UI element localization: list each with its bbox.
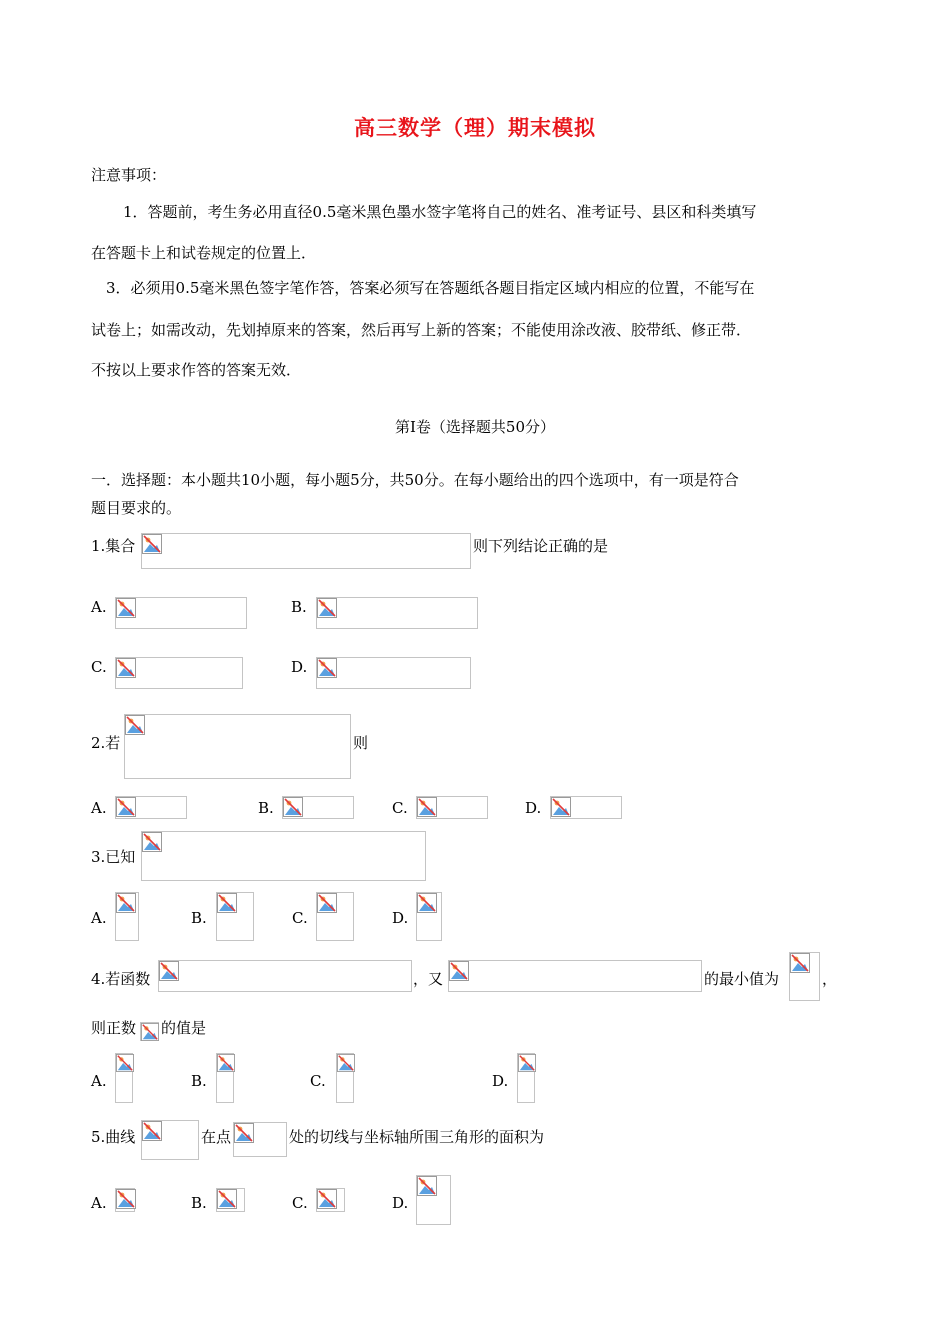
q5-prefix: 5.曲线 <box>91 1128 136 1146</box>
q4-formula-image-1 <box>158 960 412 992</box>
broken-image-icon <box>142 1121 162 1141</box>
broken-image-icon <box>116 658 136 678</box>
q1-suffix: 则下列结论正确的是 <box>473 537 609 555</box>
q1-formula-image <box>141 533 471 569</box>
q5-point-image <box>233 1122 287 1157</box>
broken-image-icon <box>417 1176 437 1196</box>
q2-prefix: 2.若 <box>91 734 121 752</box>
q5-suffix: 处的切线与坐标轴所围三角形的面积为 <box>289 1128 545 1146</box>
q1-option-d-label: D. <box>291 658 308 676</box>
broken-image-icon <box>317 598 337 618</box>
q2-option-c-label: C. <box>392 799 408 817</box>
q2-option-a-label: A. <box>91 799 107 817</box>
q3-option-a-image <box>115 892 139 941</box>
q2-suffix: 则 <box>353 734 369 752</box>
q4-option-c-label: C. <box>310 1072 326 1090</box>
q4-min-value-image <box>789 952 820 1001</box>
q4-option-d-label: D. <box>492 1072 509 1090</box>
q4-end: ， <box>822 970 838 988</box>
q4-line2-prefix: 则正数 <box>91 1019 137 1037</box>
q4-option-c-image <box>336 1053 354 1103</box>
q5-option-a-label: A. <box>91 1194 107 1212</box>
q4-formula-image-2 <box>448 960 702 992</box>
q1-option-a-image <box>115 597 247 629</box>
broken-image-icon <box>159 961 179 981</box>
broken-image-icon <box>283 797 303 817</box>
notice-item3-line1: 3．必须用0.5毫米黑色签字笔作答，答案必须写在答题纸各题目指定区域内相应的位置，不能写在 <box>106 279 755 297</box>
q4-option-b-image <box>216 1053 234 1103</box>
broken-image-icon <box>141 1023 159 1041</box>
q2-formula-image <box>124 714 351 779</box>
q3-formula-image <box>141 831 426 881</box>
q4-variable-image <box>140 1022 159 1041</box>
q5-curve-image <box>141 1120 199 1160</box>
broken-image-icon <box>790 953 810 973</box>
q4-line2-suffix: 的值是 <box>161 1019 207 1037</box>
q1-option-b-label: B. <box>291 598 307 616</box>
q5-mid: 在点 <box>201 1128 232 1146</box>
q2-option-a-image <box>115 796 187 819</box>
broken-image-icon <box>125 715 145 735</box>
broken-image-icon <box>317 1189 337 1209</box>
q3-option-b-image <box>216 892 254 941</box>
part1-heading: 第Ⅰ卷（选择题共50分） <box>394 418 555 436</box>
q4-suffix: 的最小值为 <box>704 970 780 988</box>
notice-item1-line2: 在答题卡上和试卷规定的位置上． <box>91 244 317 262</box>
notice-heading: 注意事项： <box>91 166 167 184</box>
q5-option-d-image <box>416 1175 451 1225</box>
q1-option-c-label: C. <box>91 658 107 676</box>
q5-option-c-label: C. <box>292 1194 308 1212</box>
q4-option-d-image <box>517 1053 535 1103</box>
broken-image-icon <box>217 1189 237 1209</box>
q4-option-a-image <box>115 1053 133 1103</box>
q5-option-b-image <box>216 1188 245 1212</box>
broken-image-icon <box>317 893 337 913</box>
q3-option-c-label: C. <box>292 909 308 927</box>
broken-image-icon <box>417 797 437 817</box>
q1-option-b-image <box>316 597 478 629</box>
page-title: 高三数学（理）期末模拟 <box>354 115 596 140</box>
q5-option-b-label: B. <box>191 1194 207 1212</box>
q4-prefix: 4.若函数 <box>91 970 151 988</box>
q2-option-c-image <box>416 796 488 819</box>
q1-option-a-label: A. <box>91 598 107 616</box>
q1-prefix: 1.集合 <box>91 537 136 555</box>
broken-image-icon <box>142 534 162 554</box>
broken-image-icon <box>116 598 136 618</box>
notice-item3-line3: 不按以上要求作答的答案无效． <box>91 361 302 379</box>
broken-image-icon <box>142 832 162 852</box>
q3-prefix: 3.已知 <box>91 848 136 866</box>
notice-item3-line2: 试卷上；如需改动，先划掉原来的答案，然后再写上新的答案；不能使用涂改液、胶带纸、修正带． <box>91 321 752 339</box>
q4-option-a-label: A. <box>91 1072 107 1090</box>
broken-image-icon <box>217 1054 235 1072</box>
q1-option-c-image <box>115 657 243 689</box>
broken-image-icon <box>217 893 237 913</box>
broken-image-icon <box>116 1189 136 1209</box>
q3-option-a-label: A. <box>91 909 107 927</box>
q3-option-b-label: B. <box>191 909 207 927</box>
broken-image-icon <box>417 893 437 913</box>
broken-image-icon <box>116 1054 134 1072</box>
q5-option-c-image <box>316 1188 345 1212</box>
q4-mid: ，又 <box>413 970 444 988</box>
part1-intro-line1: 一．选择题：本小题共10小题，每小题5分，共50分。在每小题给出的四个选项中，有一项是符合 <box>91 471 739 489</box>
broken-image-icon <box>317 658 337 678</box>
q4-option-b-label: B. <box>191 1072 207 1090</box>
broken-image-icon <box>337 1054 355 1072</box>
q5-option-d-label: D. <box>392 1194 409 1212</box>
part1-intro-line2: 题目要求的。 <box>91 499 182 517</box>
broken-image-icon <box>551 797 571 817</box>
q2-option-d-image <box>550 796 622 819</box>
q2-option-b-label: B. <box>258 799 274 817</box>
q2-option-d-label: D. <box>525 799 542 817</box>
broken-image-icon <box>234 1123 254 1143</box>
q3-option-d-label: D. <box>392 909 409 927</box>
q1-option-d-image <box>316 657 471 689</box>
q5-option-a-image <box>115 1188 135 1212</box>
q2-option-b-image <box>282 796 354 819</box>
broken-image-icon <box>518 1054 536 1072</box>
q3-option-c-image <box>316 892 354 941</box>
broken-image-icon <box>116 893 136 913</box>
q3-option-d-image <box>416 892 442 941</box>
broken-image-icon <box>116 797 136 817</box>
notice-item1-line1: 1．答题前，考生务必用直径0.5毫米黑色墨水签字笔将自己的姓名、准考证号、县区和科类填写 <box>123 203 757 221</box>
broken-image-icon <box>449 961 469 981</box>
